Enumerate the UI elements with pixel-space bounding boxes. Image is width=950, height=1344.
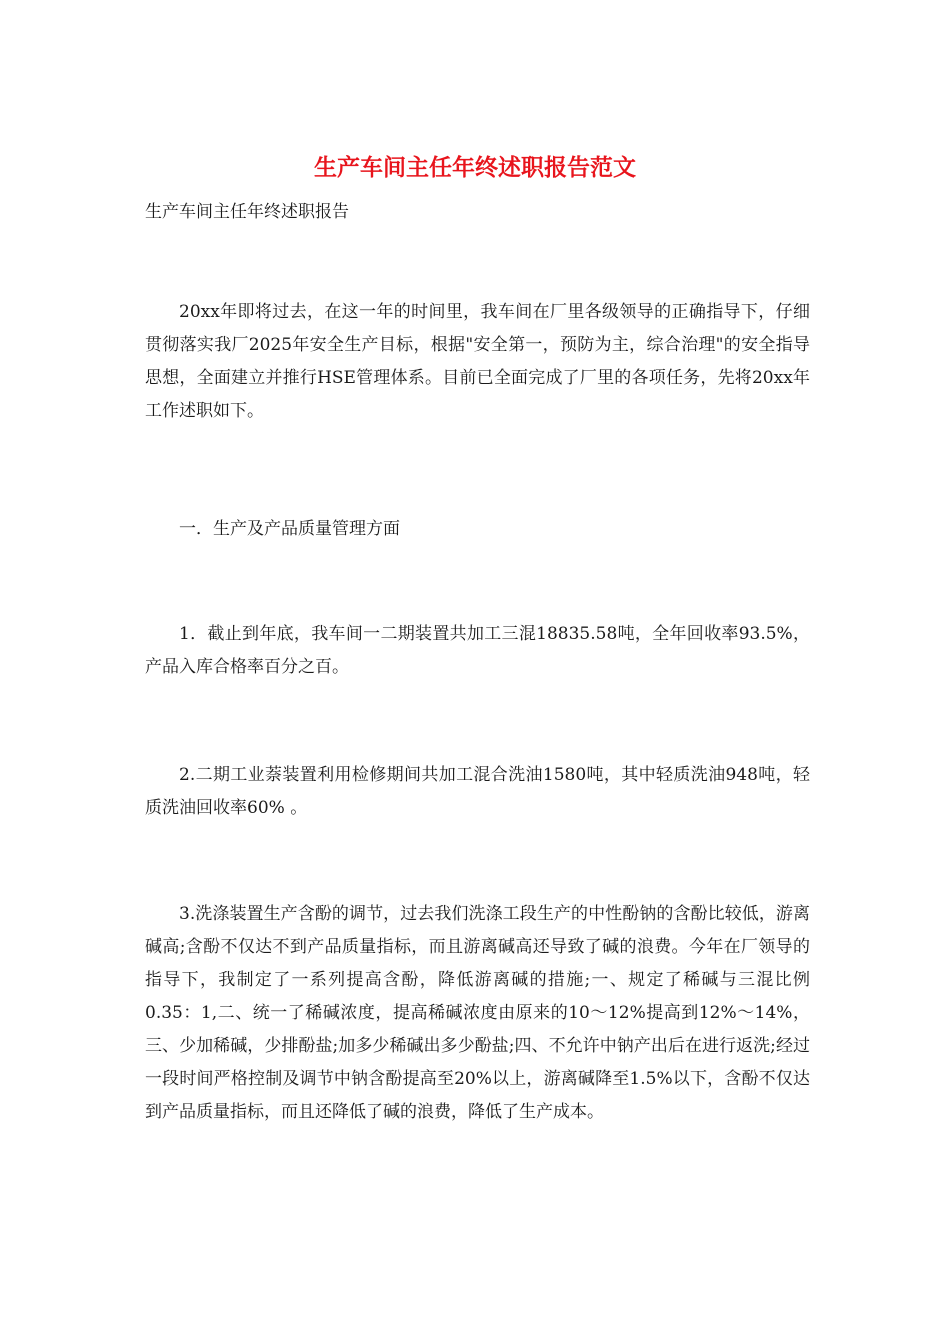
section-heading-production-quality: 一．生产及产品质量管理方面 [179,519,400,539]
paragraph-item-2: 2.二期工业萘装置利用检修期间共加工混合洗油1580吨，其中轻质洗油948吨，轻质洗油回收率60% 。 [145,765,810,818]
paragraph-item-1: 1．截止到年底，我车间一二期装置共加工三混18835.58吨，全年回收率93.5%，产品入库合格率百分之百。 [145,624,810,677]
paragraph-item-3: 3.洗涤装置生产含酚的调节，过去我们洗涤工段生产的中性酚钠的含酚比较低，游离碱高;含酚不仅达不到产品质量指标，而且游离碱高还导致了碱的浪费。今年在厂领导的指导下，我制定了一系列提高含酚，降低游离碱的措施;一、规定了稀碱与三混比例0.35：1,二、统一了稀碱浓度，提高稀碱浓度由原来的10～12%提高到12%～14%，三、少加稀碱，少排酚盐;加多少稀碱出多少酚盐;四、不允许中钠产出后在进行返洗;经过一段时间严格控制及调节中钠含酚提高至20%以上，游离碱降至1.5%以下，含酚不仅达到产品质量指标，而且还降低了碱的浪费，降低了生产成本。 [145,904,810,1122]
document-title: 生产车间主任年终述职报告范文 [314,154,636,181]
document-subtitle: 生产车间主任年终述职报告 [145,202,349,222]
paragraph-intro: 20xx年即将过去，在这一年的时间里，我车间在厂里各级领导的正确指导下，仔细贯彻落实我厂2025年安全生产目标，根据"安全第一，预防为主，综合治理"的安全指导思想，全面建立并推行HSE管理体系。目前已全面完成了厂里的各项任务，先将20xx年工作述职如下。 [145,302,810,421]
